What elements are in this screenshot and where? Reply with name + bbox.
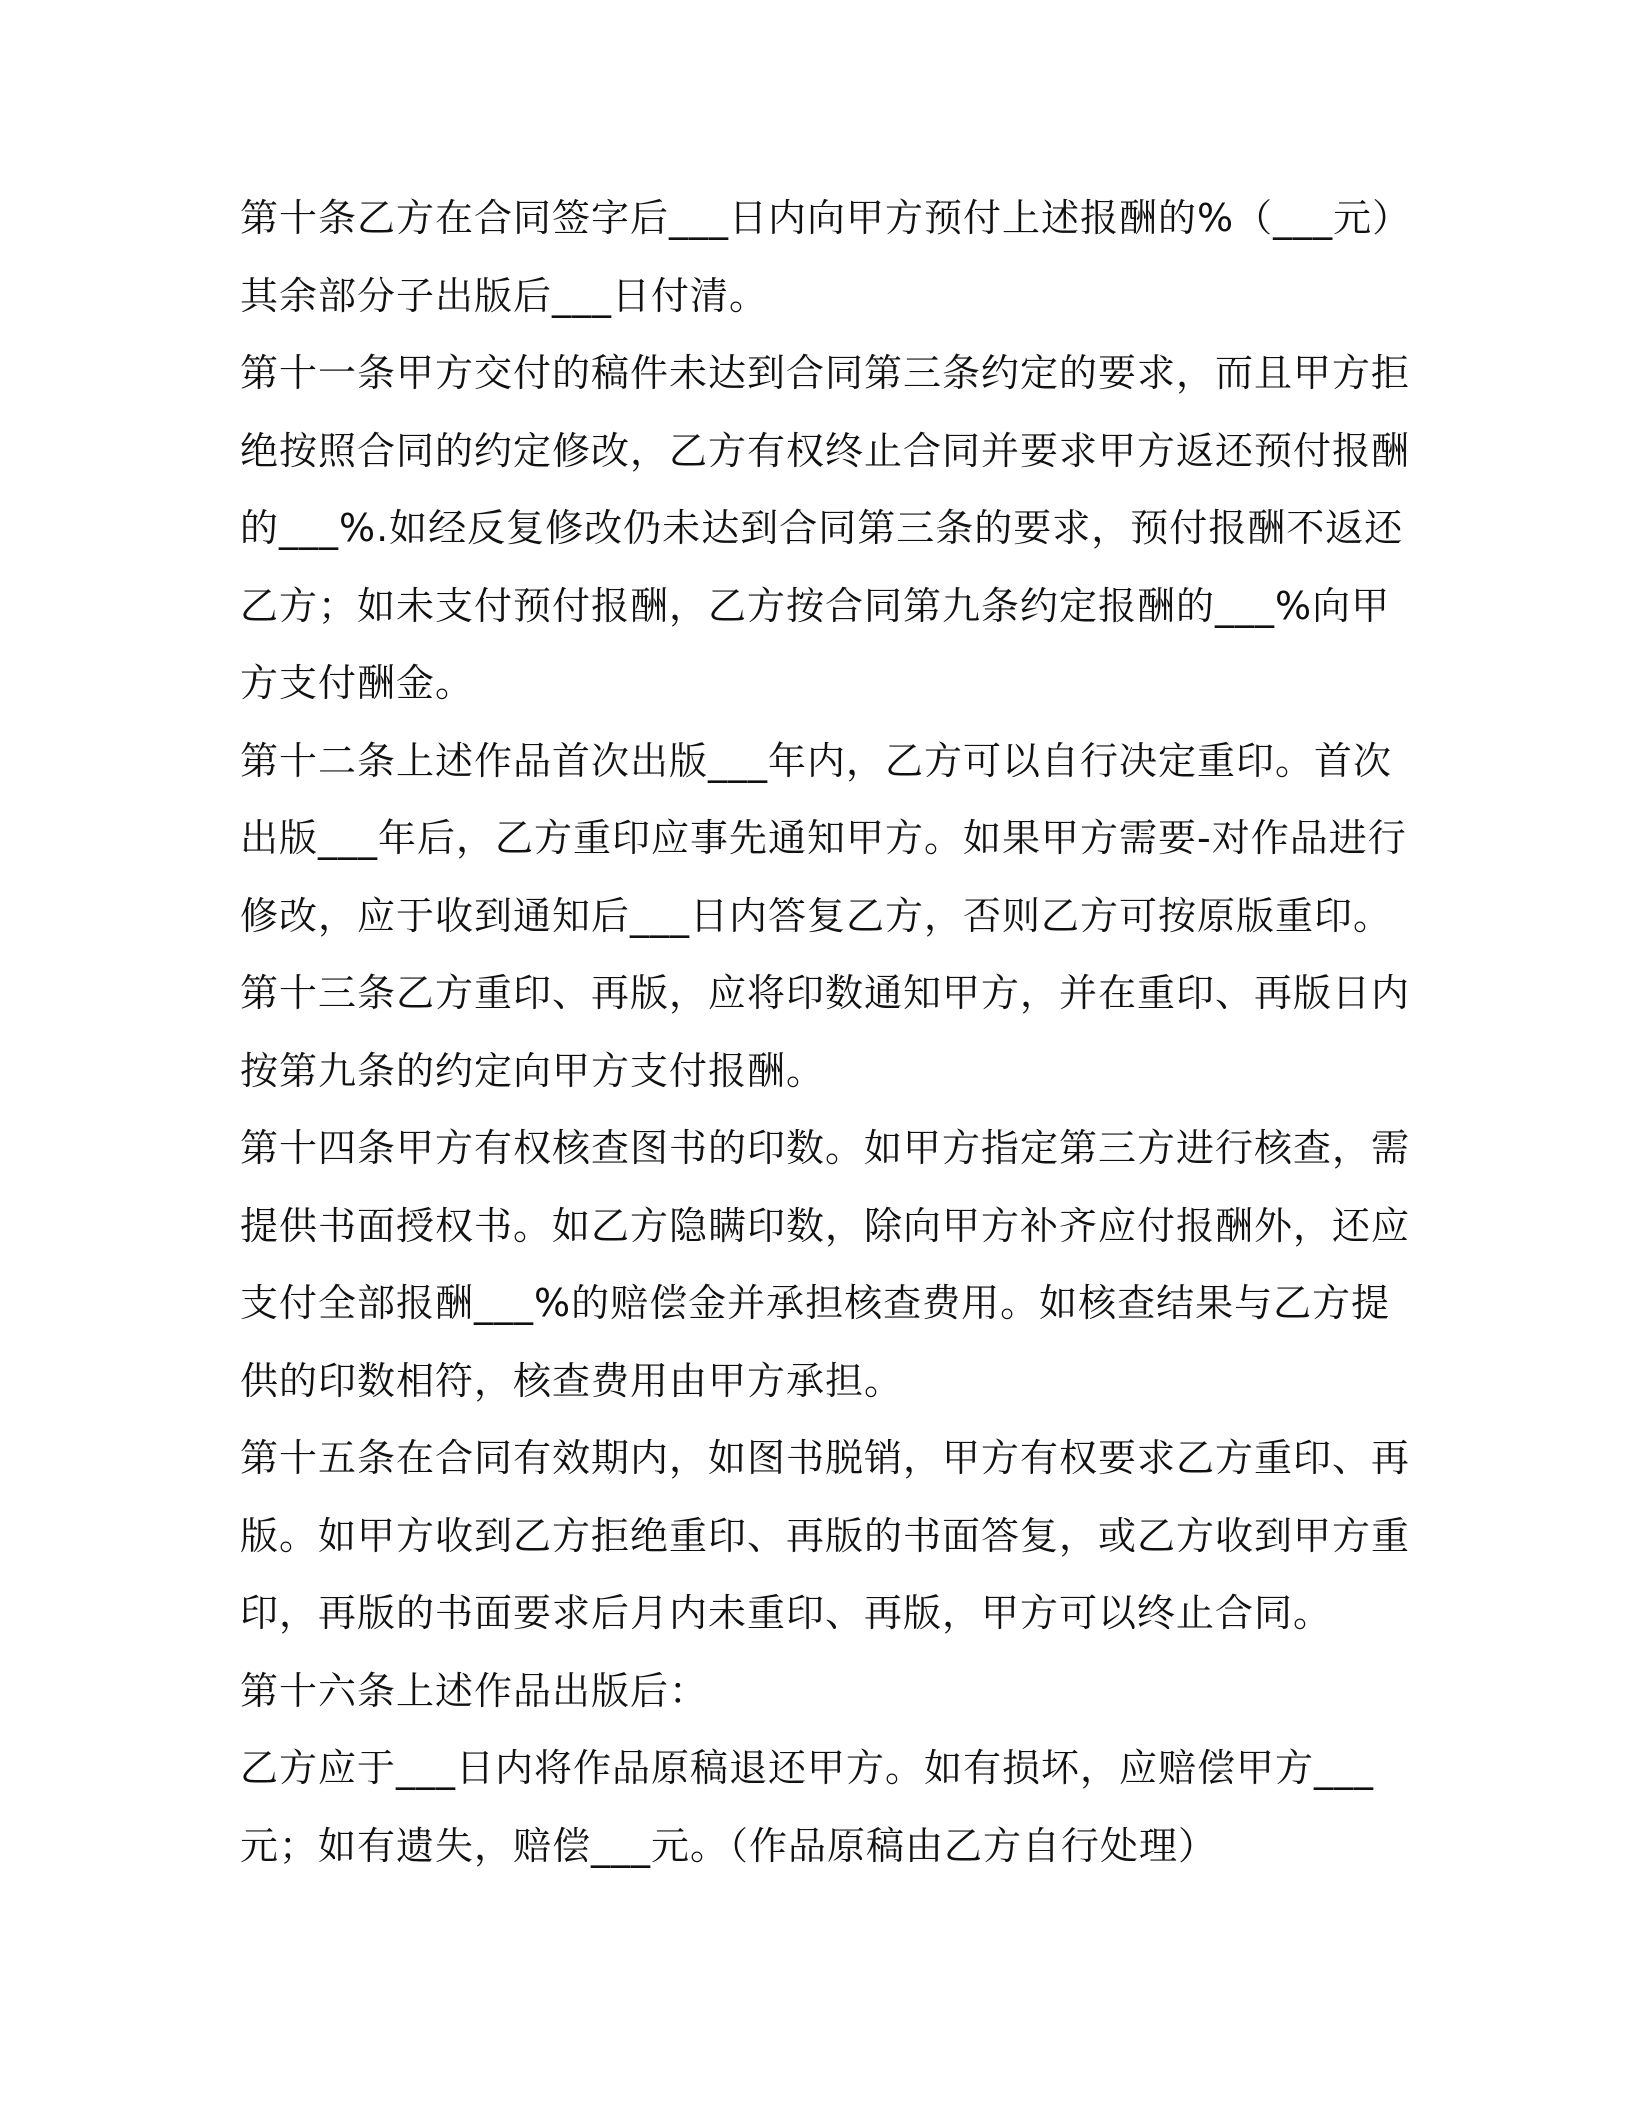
article-15-paragraph: 第十五条在合同有效期内，如图书脱销，甲方有权要求乙方重印、再版。如甲方收到乙方拒绝重印、再版的书面答复，或乙方收到甲方重印，再版的书面要求后月内未重印、再版，甲方可以终止合同。 [240,1436,1411,1635]
document-body [240,180,1420,1885]
article-16-heading: 第十六条上述作品出版后： [240,1668,709,1713]
article-12-paragraph: 第十二条上述作品首次出版___年内，乙方可以自行决定重印。首次出版___年后，乙方重印应事先通知甲方。如果甲方需要-对作品进行修改，应于收到通知后___日内答复乙方，否则乙方可按原版重印。 [240,738,1407,938]
article-14-paragraph: 第十四条甲方有权核查图书的印数。如甲方指定第三方进行核查，需提供书面授权书。如乙方隐瞒印数，除向甲方补齐应付报酬外，还应支付全部报酬___%的赔偿金并承担核查费用。如核查结果与乙方提供的印数相符，核查费用由甲方承担。 [240,1126,1411,1403]
article-13-paragraph: 第十三条乙方重印、再版，应将印数通知甲方，并在重印、再版日内按第九条的约定向甲方支付报酬。 [240,971,1411,1093]
article-11-paragraph: 第十一条甲方交付的稿件未达到合同第三条约定的要求，而且甲方拒绝按照合同的约定修改，乙方有权终止合同并要求甲方返还预付报酬的___%.如经反复修改仍未达到合同第三条的要求，预付报酬不返还乙方；如未支付预付报酬，乙方按合同第九条约定报酬的___%向甲方支付酬金。 [240,351,1411,705]
article-16-clause: 乙方应于___日内将作品原稿退还甲方。如有损坏，应赔偿甲方___元；如有遗失，赔偿___元。（作品原稿由乙方自行处理） [240,1746,1375,1868]
article-10-paragraph: 第十条乙方在合同签字后___日内向甲方预付上述报酬的%（___元）其余部分子出版后___日付清。 [240,196,1412,318]
